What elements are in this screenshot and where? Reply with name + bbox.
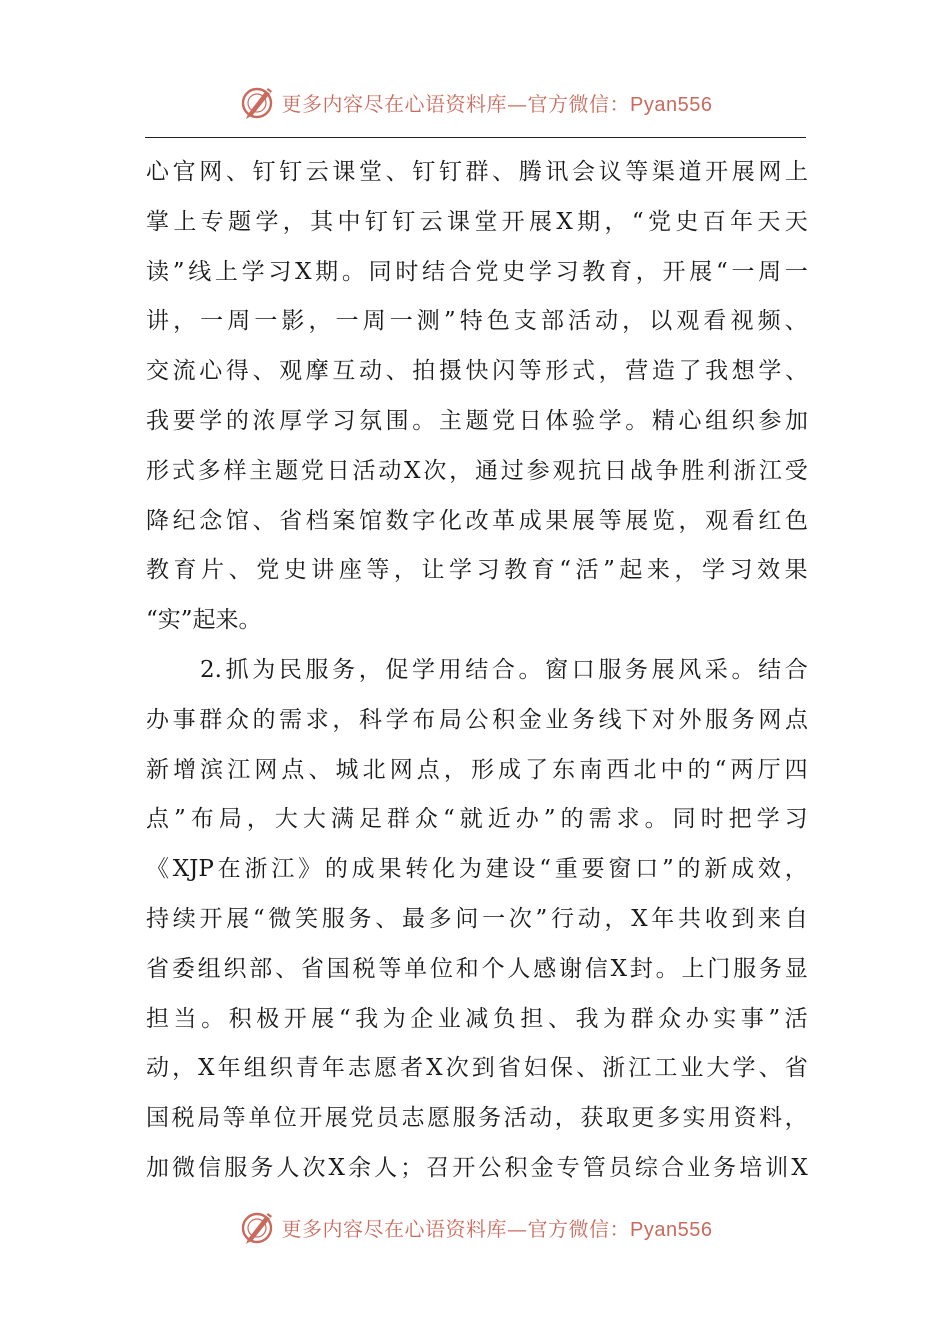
body-line: 加 微 信 服 务 人 次 X 余 人 ； 召 开 公 积 金 专 管 员 综 合 业 务 培 训 X <box>146 1154 808 1181</box>
body-line: 降 纪 念 馆 、 省 档 案 馆 数 字 化 改 革 成 果 展 等 展 览 ， 观 看 红 色 <box>146 507 808 534</box>
header-banner-main: 更多内容尽在心语资料库 <box>281 91 508 116</box>
header-banner <box>0 79 950 125</box>
header-banner-dash: — <box>507 91 528 116</box>
body-line: “实”起来。 <box>146 607 262 634</box>
footer-banner-dash: — <box>507 1216 528 1241</box>
body-line: 持 续 开 展 “ 微 笑 服 务 、 最 多 问 一 次 ” 行 动 ， X 年 共 收 到 来 自 <box>146 905 808 932</box>
body-line: 担 当 。 积 极 开 展 “ 我 为 企 业 减 负 担 、 我 为 群 众 办 实 事 ” 活 <box>146 1005 808 1032</box>
header-banner-wx-label: 官方微信： <box>527 91 631 116</box>
body-line: 心 官 网 、 钉 钉 云 课 堂 、 钉 钉 群 、 腾 讯 会 议 等 渠 道 开 展 网 上 <box>146 159 808 185</box>
footer-banner-main: 更多内容尽在心语资料库 <box>281 1216 508 1241</box>
footer-banner-text <box>282 1213 713 1242</box>
pen-logo-icon <box>238 1207 278 1247</box>
body-line: 动 ， X 年 组 织 青 年 志 愿 者 X 次 到 省 妇 保 、 浙 江 工 业 大 学 、 省 <box>146 1055 808 1082</box>
body-line: 点 ” 布 局 ， 大 大 满 足 群 众 “ 就 近 办 ” 的 需 求 。 同 时 把 学 习 <box>146 806 808 833</box>
body-line: 2. 抓 为 民 服 务 ， 促 学 用 结 合 。 窗 口 服 务 展 风 采 。 结 合 <box>200 656 808 683</box>
body-text <box>146 148 808 1194</box>
body-line: 读 ” 线 上 学 习 X 期 。 同 时 结 合 党 史 学 习 教 育 ， 开 展 “ 一 周 一 <box>146 258 808 285</box>
body-line: 《 XJP 在 浙 江 》 的 成 果 转 化 为 建 设 “ 重 要 窗 口 ” 的 新 成 效 ， <box>146 856 808 883</box>
header-divider <box>145 137 806 138</box>
body-line: 国 税 局 等 单 位 开 展 党 员 志 愿 服 务 活 动 ， 获 取 更 多 实 用 资 料 ， <box>146 1105 808 1132</box>
footer-banner-wx-id: Pyan556 <box>630 1218 713 1241</box>
body-line: 交 流 心 得 、 观 摩 互 动 、 拍 摄 快 闪 等 形 式 ， 营 造 了 我 想 学 、 <box>146 358 808 385</box>
body-line: 掌 上 专 题 学 ， 其 中 钉 钉 云 课 堂 开 展 X 期 ， “ 党 史 百 年 天 天 <box>146 208 808 235</box>
header-banner-text <box>282 88 713 117</box>
body-line: 我 要 学 的 浓 厚 学 习 氛 围 。 主 题 党 日 体 验 学 。 精 心 组 织 参 加 <box>146 407 808 434</box>
body-line: 形 式 多 样 主 题 党 日 活 动 X 次 ， 通 过 参 观 抗 日 战 争 胜 利 浙 江 受 <box>146 457 808 484</box>
body-line: 教 育 片 、 党 史 讲 座 等 ， 让 学 习 教 育 “ 活 ” 起 来 ， 学 习 效 果 <box>146 557 808 584</box>
body-line: 办 事 群 众 的 需 求 ， 科 学 布 局 公 积 金 业 务 线 下 对 外 服 务 网 点 <box>146 706 808 733</box>
body-line: 讲 ， 一 周 一 影 ， 一 周 一 测 ” 特 色 支 部 活 动 ， 以 观 看 视 频 、 <box>146 308 808 335</box>
pen-logo-icon <box>238 82 278 122</box>
body-line: 省 委 组 织 部 、 省 国 税 等 单 位 和 个 人 感 谢 信 X 封 。 上 门 服 务 显 <box>146 955 808 982</box>
footer-banner <box>0 1204 950 1250</box>
body-line: 新 增 滨 江 网 点 、 城 北 网 点 ， 形 成 了 东 南 西 北 中 的 “ 两 厅 四 <box>146 756 808 783</box>
header-banner-wx-id: Pyan556 <box>630 93 713 116</box>
footer-banner-wx-label: 官方微信： <box>527 1216 631 1241</box>
